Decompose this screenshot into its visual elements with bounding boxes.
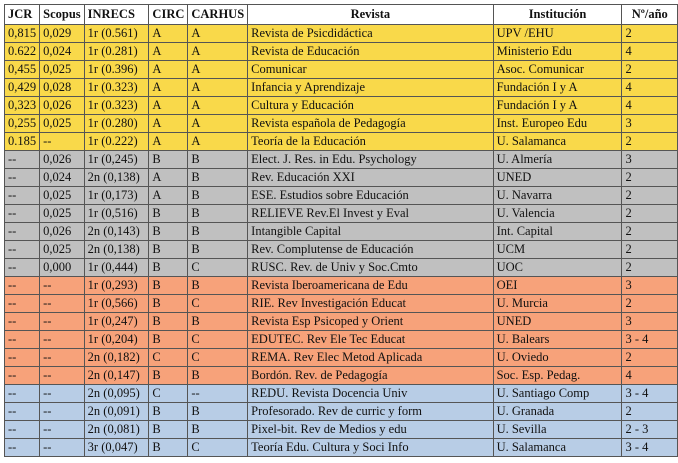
cell-numero-anio: 2: [622, 25, 678, 43]
cell-numero-anio: 2: [622, 61, 678, 79]
cell-revista: Revista de Psicdidáctica: [248, 25, 493, 43]
cell-circ: A: [149, 187, 188, 205]
cell-carhus: C: [188, 295, 248, 313]
cell-scopus: 0,028: [40, 79, 85, 97]
cell-revista: Profesorado. Rev de curric y form: [248, 403, 493, 421]
cell-revista: Pixel-bit. Rev de Medios y edu: [248, 421, 493, 439]
cell-numero-anio: 2: [622, 223, 678, 241]
cell-inrecs: 1r (0.280): [84, 115, 149, 133]
header-numero-anio: Nº/año: [622, 5, 678, 25]
cell-circ: B: [149, 295, 188, 313]
cell-institucion: Fundación I y A: [493, 79, 622, 97]
cell-institucion: UPV /EHU: [493, 25, 622, 43]
cell-numero-anio: 2: [622, 259, 678, 277]
cell-scopus: --: [40, 349, 85, 367]
cell-inrecs: 1r (0.323): [84, 97, 149, 115]
cell-revista: REMA. Rev Elec Metod Aplicada: [248, 349, 493, 367]
cell-inrecs: 3r (0,047): [84, 439, 149, 457]
cell-jcr: --: [5, 223, 40, 241]
table-row: [5, 133, 678, 151]
cell-inrecs: 2n (0,147): [84, 367, 149, 385]
cell-inrecs: 2n (0,081): [84, 421, 149, 439]
table-row: [5, 205, 678, 223]
cell-circ: B: [149, 205, 188, 223]
cell-carhus: B: [188, 187, 248, 205]
cell-inrecs: 1r (0,204): [84, 331, 149, 349]
cell-carhus: A: [188, 115, 248, 133]
cell-jcr: --: [5, 313, 40, 331]
cell-institucion: Int. Capital: [493, 223, 622, 241]
cell-carhus: B: [188, 169, 248, 187]
cell-institucion: Fundación I y A: [493, 97, 622, 115]
cell-inrecs: 1r (0.281): [84, 43, 149, 61]
cell-numero-anio: 2: [622, 133, 678, 151]
cell-carhus: B: [188, 403, 248, 421]
cell-scopus: --: [40, 277, 85, 295]
cell-scopus: 0,025: [40, 205, 85, 223]
cell-circ: B: [149, 367, 188, 385]
cell-jcr: 0,429: [5, 79, 40, 97]
cell-inrecs: 1r (0.323): [84, 79, 149, 97]
table-row: [5, 295, 678, 313]
cell-jcr: --: [5, 403, 40, 421]
cell-inrecs: 2n (0,091): [84, 403, 149, 421]
cell-revista: Revista Iberoamericana de Edu: [248, 277, 493, 295]
cell-inrecs: 1r (0.396): [84, 61, 149, 79]
cell-numero-anio: 4: [622, 43, 678, 61]
cell-circ: B: [149, 241, 188, 259]
cell-revista: Elect. J. Res. in Edu. Psychology: [248, 151, 493, 169]
table-row: [5, 277, 678, 295]
cell-institucion: UCM: [493, 241, 622, 259]
cell-institucion: U. Santiago Comp: [493, 385, 622, 403]
cell-institucion: U. Murcia: [493, 295, 622, 313]
cell-institucion: U. Salamanca: [493, 133, 622, 151]
cell-carhus: C: [188, 349, 248, 367]
cell-inrecs: 1r (0,173): [84, 187, 149, 205]
cell-jcr: --: [5, 277, 40, 295]
cell-numero-anio: 3 - 4: [622, 439, 678, 457]
cell-revista: RUSC. Rev. de Univ y Soc.Cmto: [248, 259, 493, 277]
cell-revista: REDU. Revista Docencia Univ: [248, 385, 493, 403]
cell-revista: Cultura y Educación: [248, 97, 493, 115]
cell-circ: A: [149, 61, 188, 79]
cell-scopus: 0,024: [40, 43, 85, 61]
cell-circ: C: [149, 385, 188, 403]
cell-numero-anio: 4: [622, 97, 678, 115]
cell-revista: EDUTEC. Rev Ele Tec Educat: [248, 331, 493, 349]
cell-circ: B: [149, 313, 188, 331]
cell-circ: B: [149, 331, 188, 349]
cell-carhus: C: [188, 331, 248, 349]
cell-institucion: U. Navarra: [493, 187, 622, 205]
cell-numero-anio: 2: [622, 295, 678, 313]
cell-scopus: --: [40, 367, 85, 385]
cell-jcr: 0,323: [5, 97, 40, 115]
table-row: [5, 439, 678, 457]
cell-scopus: 0,025: [40, 187, 85, 205]
cell-scopus: --: [40, 385, 85, 403]
cell-carhus: B: [188, 421, 248, 439]
cell-jcr: --: [5, 439, 40, 457]
table-row: [5, 25, 678, 43]
cell-numero-anio: 3: [622, 277, 678, 295]
cell-carhus: B: [188, 241, 248, 259]
cell-numero-anio: 2: [622, 187, 678, 205]
cell-scopus: --: [40, 331, 85, 349]
cell-circ: B: [149, 277, 188, 295]
cell-circ: B: [149, 223, 188, 241]
table-row: [5, 79, 678, 97]
cell-jcr: --: [5, 349, 40, 367]
cell-institucion: Inst. Europeo Edu: [493, 115, 622, 133]
header-revista: Revista: [248, 5, 493, 25]
cell-revista: Revista de Educación: [248, 43, 493, 61]
header-scopus: Scopus: [40, 5, 85, 25]
cell-carhus: B: [188, 277, 248, 295]
cell-inrecs: 1r (0,247): [84, 313, 149, 331]
cell-circ: C: [149, 349, 188, 367]
cell-scopus: 0,026: [40, 97, 85, 115]
cell-institucion: UOC: [493, 259, 622, 277]
cell-carhus: A: [188, 97, 248, 115]
cell-jcr: --: [5, 169, 40, 187]
header-circ: CIRC: [149, 5, 188, 25]
cell-revista: ESE. Estudios sobre Educación: [248, 187, 493, 205]
cell-circ: B: [149, 403, 188, 421]
cell-institucion: OEI: [493, 277, 622, 295]
cell-scopus: 0,025: [40, 61, 85, 79]
cell-numero-anio: 2: [622, 403, 678, 421]
table-row: [5, 385, 678, 403]
cell-circ: A: [149, 169, 188, 187]
cell-institucion: UNED: [493, 169, 622, 187]
table-row: [5, 349, 678, 367]
cell-revista: Infancia y Aprendizaje: [248, 79, 493, 97]
cell-numero-anio: 2: [622, 169, 678, 187]
table-row: [5, 331, 678, 349]
table-row: [5, 313, 678, 331]
cell-circ: A: [149, 43, 188, 61]
cell-inrecs: 2n (0,182): [84, 349, 149, 367]
cell-scopus: 0,025: [40, 115, 85, 133]
cell-numero-anio: 4: [622, 79, 678, 97]
cell-inrecs: 2n (0,138): [84, 241, 149, 259]
cell-scopus: --: [40, 295, 85, 313]
cell-scopus: --: [40, 403, 85, 421]
cell-carhus: --: [188, 385, 248, 403]
cell-jcr: --: [5, 151, 40, 169]
table-row: [5, 187, 678, 205]
table-row: [5, 97, 678, 115]
cell-revista: Comunicar: [248, 61, 493, 79]
header-jcr: JCR: [5, 5, 40, 25]
cell-jcr: --: [5, 367, 40, 385]
cell-circ: B: [149, 439, 188, 457]
header-institucion: Institución: [493, 5, 622, 25]
cell-carhus: A: [188, 43, 248, 61]
cell-institucion: U. Granada: [493, 403, 622, 421]
cell-carhus: B: [188, 223, 248, 241]
cell-scopus: 0,026: [40, 223, 85, 241]
cell-revista: RIE. Rev Investigación Educat: [248, 295, 493, 313]
header-inrecs: INRECS: [84, 5, 149, 25]
cell-scopus: 0,029: [40, 25, 85, 43]
cell-revista: Rev. Educación XXI: [248, 169, 493, 187]
cell-scopus: 0,025: [40, 241, 85, 259]
cell-revista: Revista Esp Psicoped y Orient: [248, 313, 493, 331]
cell-institucion: U. Oviedo: [493, 349, 622, 367]
cell-carhus: B: [188, 205, 248, 223]
cell-inrecs: 1r (0,245): [84, 151, 149, 169]
table-row: [5, 223, 678, 241]
cell-revista: Teoría Edu. Cultura y Soci Info: [248, 439, 493, 457]
cell-scopus: --: [40, 313, 85, 331]
cell-inrecs: 2n (0,143): [84, 223, 149, 241]
cell-carhus: A: [188, 79, 248, 97]
cell-carhus: C: [188, 439, 248, 457]
cell-circ: B: [149, 259, 188, 277]
cell-jcr: --: [5, 241, 40, 259]
cell-inrecs: 1r (0.561): [84, 25, 149, 43]
cell-numero-anio: 2 - 3: [622, 421, 678, 439]
cell-numero-anio: 4: [622, 367, 678, 385]
cell-circ: A: [149, 133, 188, 151]
cell-numero-anio: 3: [622, 151, 678, 169]
cell-jcr: 0.622: [5, 43, 40, 61]
cell-scopus: --: [40, 133, 85, 151]
cell-institucion: U. Almería: [493, 151, 622, 169]
cell-revista: Bordón. Rev. de Pedagogía: [248, 367, 493, 385]
cell-numero-anio: 3 - 4: [622, 385, 678, 403]
header-row: [5, 5, 678, 25]
cell-numero-anio: 3 - 4: [622, 331, 678, 349]
cell-institucion: Ministerio Edu: [493, 43, 622, 61]
cell-numero-anio: 3: [622, 115, 678, 133]
cell-jcr: --: [5, 385, 40, 403]
cell-inrecs: 1r (0,566): [84, 295, 149, 313]
cell-revista: RELIEVE Rev.El Invest y Eval: [248, 205, 493, 223]
cell-scopus: 0,024: [40, 169, 85, 187]
table-body: [5, 25, 678, 457]
table-row: [5, 43, 678, 61]
cell-scopus: 0,000: [40, 259, 85, 277]
cell-revista: Revista española de Pedagogía: [248, 115, 493, 133]
cell-inrecs: 2n (0,095): [84, 385, 149, 403]
cell-revista: Rev. Complutense de Educación: [248, 241, 493, 259]
table-row: [5, 61, 678, 79]
cell-carhus: B: [188, 151, 248, 169]
cell-numero-anio: 2: [622, 241, 678, 259]
table-row: [5, 169, 678, 187]
cell-circ: A: [149, 97, 188, 115]
table-row: [5, 367, 678, 385]
cell-carhus: A: [188, 25, 248, 43]
cell-jcr: --: [5, 205, 40, 223]
header-carhus: CARHUS: [188, 5, 248, 25]
cell-jcr: --: [5, 295, 40, 313]
table-row: [5, 259, 678, 277]
cell-jcr: --: [5, 331, 40, 349]
cell-inrecs: 1r (0,293): [84, 277, 149, 295]
cell-numero-anio: 2: [622, 205, 678, 223]
cell-circ: A: [149, 115, 188, 133]
cell-carhus: B: [188, 367, 248, 385]
cell-revista: Intangible Capital: [248, 223, 493, 241]
cell-circ: A: [149, 79, 188, 97]
cell-institucion: U. Sevilla: [493, 421, 622, 439]
cell-carhus: B: [188, 313, 248, 331]
cell-institucion: Asoc. Comunicar: [493, 61, 622, 79]
cell-carhus: A: [188, 61, 248, 79]
cell-inrecs: 1r (0,444): [84, 259, 149, 277]
cell-jcr: 0.185: [5, 133, 40, 151]
cell-institucion: Soc. Esp. Pedag.: [493, 367, 622, 385]
table-row: [5, 421, 678, 439]
table-row: [5, 403, 678, 421]
cell-revista: Teoría de la Educación: [248, 133, 493, 151]
cell-institucion: U. Balears: [493, 331, 622, 349]
table-row: [5, 241, 678, 259]
cell-jcr: 0,255: [5, 115, 40, 133]
cell-carhus: A: [188, 133, 248, 151]
cell-numero-anio: 3: [622, 313, 678, 331]
cell-scopus: 0,026: [40, 151, 85, 169]
cell-institucion: U. Salamanca: [493, 439, 622, 457]
cell-jcr: --: [5, 421, 40, 439]
cell-jcr: --: [5, 187, 40, 205]
cell-inrecs: 2n (0,138): [84, 169, 149, 187]
cell-scopus: --: [40, 421, 85, 439]
cell-jcr: --: [5, 259, 40, 277]
journal-ranking-table: [4, 4, 678, 457]
cell-circ: A: [149, 25, 188, 43]
cell-institucion: U. Valencia: [493, 205, 622, 223]
cell-circ: B: [149, 421, 188, 439]
cell-inrecs: 1r (0.222): [84, 133, 149, 151]
cell-inrecs: 1r (0,516): [84, 205, 149, 223]
cell-carhus: C: [188, 259, 248, 277]
cell-circ: B: [149, 151, 188, 169]
cell-numero-anio: 2: [622, 349, 678, 367]
table-row: [5, 151, 678, 169]
cell-jcr: 0,455: [5, 61, 40, 79]
cell-scopus: --: [40, 439, 85, 457]
cell-jcr: 0,815: [5, 25, 40, 43]
cell-institucion: UNED: [493, 313, 622, 331]
table-row: [5, 115, 678, 133]
